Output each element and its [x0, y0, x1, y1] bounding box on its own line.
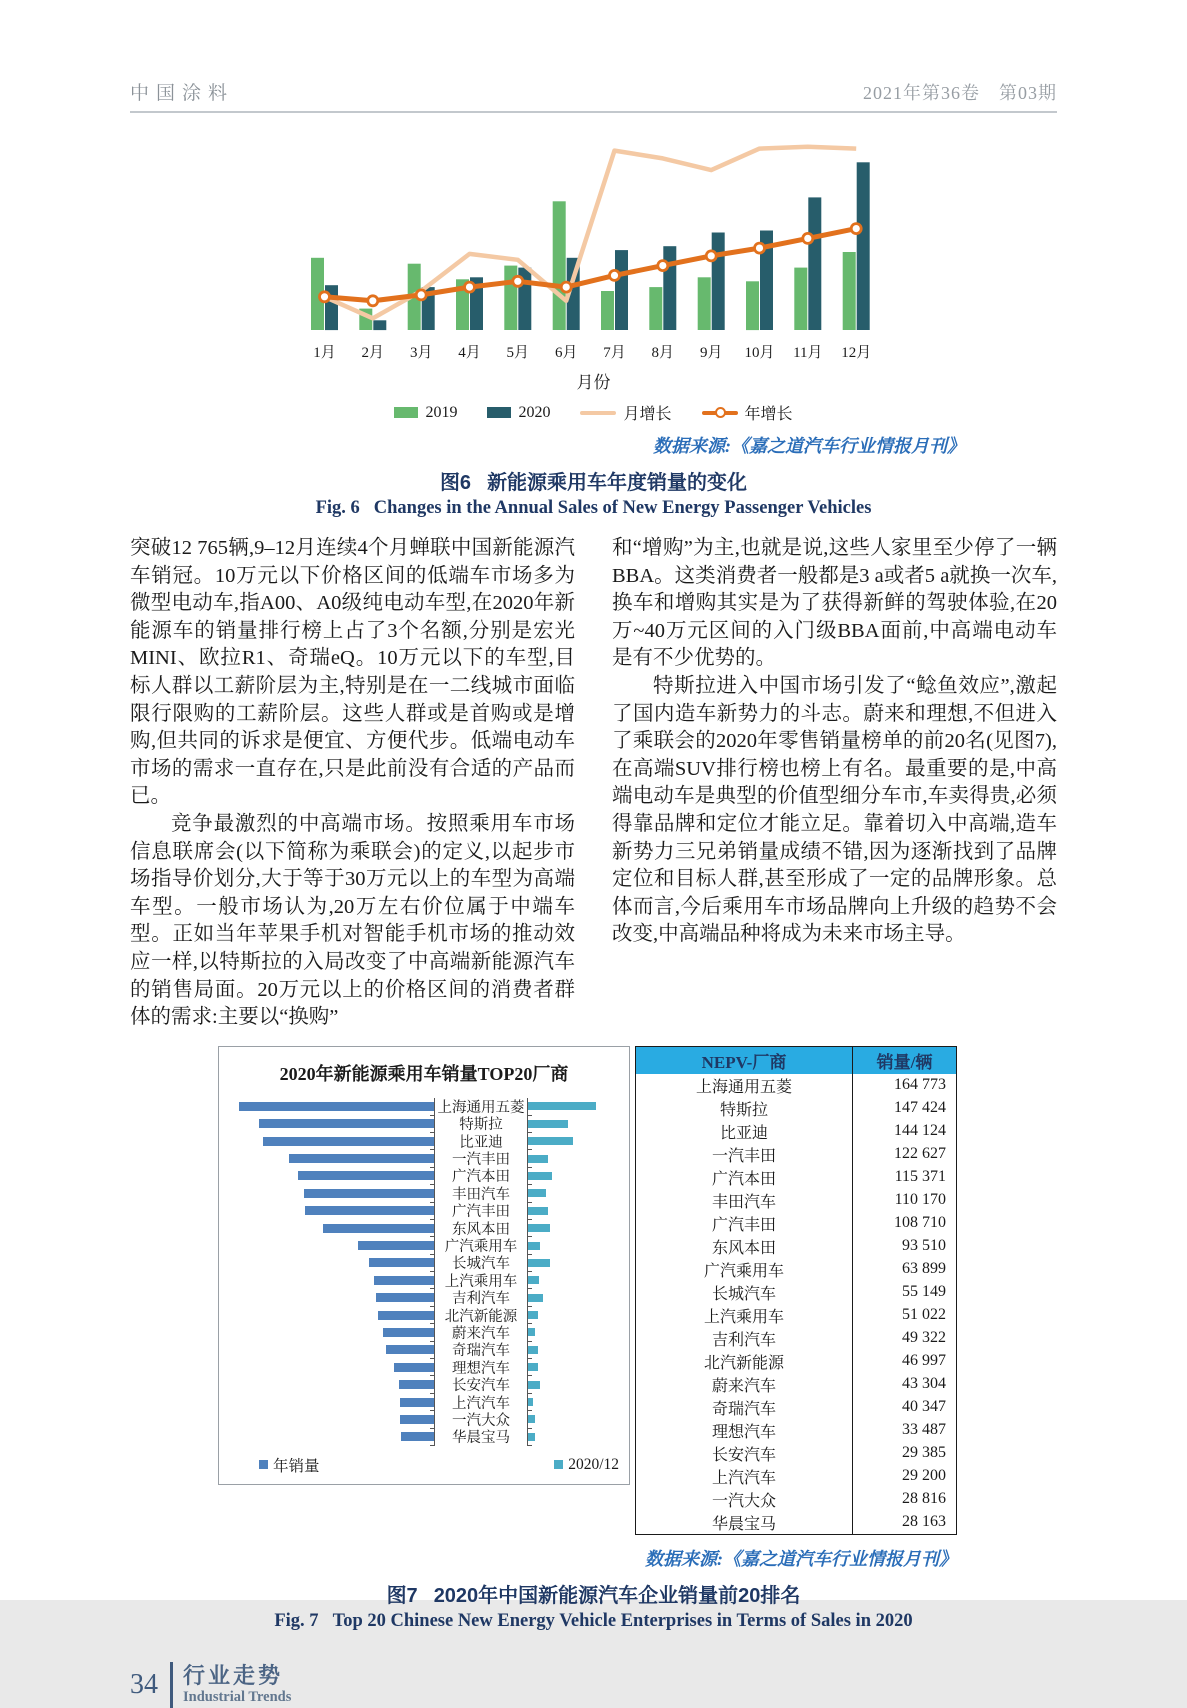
- manufacturer-label: 东风本田: [434, 1219, 528, 1236]
- teal-bar-swatch-icon: [487, 407, 511, 418]
- annual-sales-bar-cell: [219, 1224, 434, 1233]
- manufacturer-label: 长安汽车: [434, 1376, 528, 1393]
- dec-sales-bar: [528, 1224, 550, 1232]
- dec-sales-bar-cell: [528, 1137, 625, 1145]
- sales-cell: 28 163: [902, 1513, 946, 1531]
- manufacturer-cell: 北汽新能源: [636, 1350, 853, 1373]
- figure7-chart-row: [219, 1393, 625, 1410]
- teal-square-swatch-icon: [554, 1460, 563, 1469]
- svg-text:9月: 9月: [699, 345, 722, 361]
- caption-text: 新能源乘用车年度销量的变化: [487, 472, 748, 494]
- table-row: [636, 1235, 957, 1258]
- figure7-caption-en: [130, 1611, 1057, 1632]
- circle-marker-icon: [715, 407, 726, 418]
- manufacturer-label: 比亚迪: [434, 1132, 528, 1149]
- dec-sales-bar: [528, 1328, 535, 1336]
- annual-sales-bar-cell: [219, 1432, 434, 1441]
- table-row: [636, 1488, 957, 1511]
- table-row: [636, 1074, 957, 1097]
- figure7-chart-row: [219, 1428, 625, 1445]
- green-bar-swatch-icon: [394, 407, 418, 418]
- svg-text:1月: 1月: [312, 345, 336, 361]
- figure7-data-source: 数据来源:《嘉之道汽车行业情报月刊》: [645, 1548, 957, 1569]
- table-row: [636, 1304, 957, 1327]
- annual-sales-bar: [400, 1415, 434, 1424]
- annual-sales-bar-cell: [219, 1258, 434, 1267]
- annual-sales-bar: [386, 1345, 434, 1354]
- paragraph: 和“增购”为主,也就是说,这些人家里至少停了一辆BBA。这类消费者一般都是3 a或者5 a就换一次车,换车和增购其实是为了获得新鲜的驾驶体验,在20万~40万元区间的入门级BBA面前,中高端电动车是有不少优势的。: [612, 537, 1057, 670]
- dec-sales-bar: [528, 1398, 533, 1406]
- annual-sales-bar-cell: [219, 1311, 434, 1320]
- sales-cell: 108 710: [894, 1214, 946, 1232]
- legend-item-2019: [394, 404, 457, 422]
- dec-sales-bar-cell: [528, 1102, 625, 1110]
- legend-label: 年增长: [744, 406, 793, 423]
- figure7-chart-row: [219, 1132, 625, 1149]
- sales-cell: 40 347: [902, 1398, 946, 1416]
- manufacturer-label: 奇瑞汽车: [434, 1341, 528, 1358]
- figure6-caption-cn: [130, 466, 1057, 495]
- annual-sales-bar: [374, 1276, 434, 1285]
- figure7-chart-row: [219, 1289, 625, 1306]
- dec-sales-bar-cell: [528, 1433, 625, 1441]
- table-row: [636, 1281, 957, 1304]
- dec-sales-bar: [528, 1120, 568, 1128]
- figure7-chart-row: [219, 1150, 625, 1167]
- manufacturer-cell: 蔚来汽车: [636, 1373, 853, 1396]
- dec-sales-bar-cell: [528, 1207, 625, 1215]
- figure6: [130, 125, 1057, 519]
- dec-sales-bar: [528, 1189, 546, 1197]
- issue-info: 2021年第36卷 第03期: [863, 83, 1057, 103]
- sales-cell: 55 149: [902, 1283, 946, 1301]
- section-title-cn: 行业走势: [183, 1662, 284, 1688]
- sales-cell: 144 124: [894, 1122, 946, 1140]
- manufacturer-label: 一汽大众: [434, 1411, 528, 1428]
- annual-sales-bar: [369, 1258, 434, 1267]
- legend-item-annual-sales: [259, 1454, 320, 1476]
- table-row: [636, 1258, 957, 1281]
- dec-sales-bar-cell: [528, 1276, 625, 1284]
- figure6-data-source: 数据来源:《嘉之道汽车行业情报月刊》: [653, 436, 965, 456]
- annual-sales-bar: [376, 1293, 434, 1302]
- table-row: [636, 1442, 957, 1465]
- table-row: [636, 1396, 957, 1419]
- table-header-row: [636, 1046, 957, 1074]
- dec-sales-bar-cell: [528, 1346, 625, 1354]
- figure7-chart-row: [219, 1359, 625, 1376]
- manufacturer-cell: 华晨宝马: [636, 1511, 853, 1535]
- manufacturer-cell: 奇瑞汽车: [636, 1396, 853, 1419]
- table-row: [636, 1350, 957, 1373]
- manufacturer-label: 上汽汽车: [434, 1393, 528, 1410]
- annual-sales-bar-cell: [219, 1328, 434, 1337]
- figure6-x-axis-label: 月份: [576, 373, 611, 392]
- annual-sales-bar-cell: [219, 1398, 434, 1407]
- dec-sales-bar-cell: [528, 1242, 625, 1250]
- svg-text:7月: 7月: [602, 345, 626, 361]
- body-text: [130, 535, 1057, 1032]
- manufacturer-cell: 长安汽车: [636, 1442, 853, 1465]
- manufacturer-cell: 广汽乘用车: [636, 1258, 853, 1281]
- table-row: [636, 1327, 957, 1350]
- figure7-chart-row: [219, 1341, 625, 1358]
- table-row: [636, 1212, 957, 1235]
- table-row: [636, 1419, 957, 1442]
- dec-sales-bar-cell: [528, 1381, 625, 1389]
- annual-sales-bar: [394, 1363, 434, 1372]
- manufacturer-label: 广汽本田: [434, 1167, 528, 1184]
- page-number: 34: [130, 1668, 158, 1700]
- annual-sales-bar: [323, 1224, 434, 1233]
- figure7-chart-row: [219, 1411, 625, 1428]
- paragraph: 竞争最激烈的中高端市场。按照乘用车市场信息联席会(以下简称为乘联会)的定义,以起步市场指导价划分,大于等于30万元以上的车型为高端车型。一般市场认为,20万左右价位属于中端车型。正如当年苹果手机对智能手机市场的推动效应一样,以特斯拉的入局改变了中高端新能源汽车的销售局面。20万元以上的价格区间的消费者群体的需求:主要以“换购”: [130, 812, 575, 1029]
- table-row: [636, 1097, 957, 1120]
- annual-sales-bar-cell: [219, 1171, 434, 1180]
- manufacturer-cell: 吉利汽车: [636, 1327, 853, 1350]
- dec-sales-bar-cell: [528, 1328, 625, 1336]
- figure6-caption-en: [130, 498, 1057, 519]
- annual-sales-bar-cell: [219, 1345, 434, 1354]
- figure7: [130, 1046, 1057, 1632]
- manufacturer-label: 特斯拉: [434, 1115, 528, 1132]
- annual-sales-bar-cell: [219, 1293, 434, 1302]
- figure7-chart-row: [219, 1167, 625, 1184]
- annual-sales-bar-cell: [219, 1241, 434, 1250]
- manufacturer-label: 广汽丰田: [434, 1202, 528, 1219]
- dec-sales-bar: [528, 1381, 540, 1389]
- table-row: [636, 1120, 957, 1143]
- annual-sales-bar: [383, 1328, 434, 1337]
- footer-section: [183, 1664, 291, 1706]
- dec-sales-bar: [528, 1155, 548, 1163]
- sales-cell: 46 997: [902, 1352, 946, 1370]
- annual-sales-bar: [259, 1119, 434, 1128]
- annual-sales-bar-cell: [219, 1119, 434, 1128]
- table-row: [636, 1143, 957, 1166]
- table-header-manufacturer: NEPV-厂商: [636, 1046, 853, 1074]
- section-title-en: Industrial Trends: [183, 1688, 292, 1705]
- sales-cell: 115 371: [894, 1168, 946, 1186]
- annual-sales-bar: [304, 1189, 434, 1198]
- dec-sales-bar: [528, 1311, 538, 1319]
- dec-sales-bar-cell: [528, 1398, 625, 1406]
- page-header: [130, 78, 1057, 113]
- dec-sales-bar: [528, 1363, 538, 1371]
- svg-text:11月: 11月: [792, 345, 823, 361]
- svg-text:6月: 6月: [554, 345, 577, 361]
- manufacturer-label: 北汽新能源: [434, 1306, 528, 1323]
- dec-sales-bar-cell: [528, 1363, 625, 1371]
- manufacturer-label: 广汽乘用车: [434, 1237, 528, 1254]
- dec-sales-bar-cell: [528, 1120, 625, 1128]
- table-row: [636, 1166, 957, 1189]
- table-row: [636, 1465, 957, 1488]
- svg-text:10月: 10月: [743, 345, 775, 361]
- figure7-tornado-chart: [218, 1046, 630, 1485]
- figure7-chart-legend: [219, 1446, 629, 1478]
- svg-text:2月: 2月: [361, 345, 384, 361]
- annual-sales-bar: [289, 1154, 434, 1163]
- annual-sales-bar-cell: [219, 1363, 434, 1372]
- manufacturer-cell: 特斯拉: [636, 1097, 853, 1120]
- manufacturer-label: 长城汽车: [434, 1254, 528, 1271]
- sales-cell: 28 816: [902, 1490, 946, 1508]
- right-column: [612, 535, 1057, 1032]
- figure7-chart-rows: [219, 1098, 625, 1446]
- orange-line-marker-swatch-icon: [702, 411, 738, 415]
- left-column: [130, 535, 575, 1032]
- legend-item-2020-12: [554, 1456, 619, 1474]
- dec-sales-bar-cell: [528, 1172, 625, 1180]
- figure7-sales-table: [635, 1046, 957, 1535]
- annual-sales-bar-cell: [219, 1276, 434, 1285]
- annual-sales-bar-cell: [219, 1154, 434, 1163]
- annual-sales-bar-cell: [219, 1137, 434, 1146]
- figure7-chart-row: [219, 1115, 625, 1132]
- legend-label: 2019: [425, 403, 458, 421]
- manufacturer-label: 理想汽车: [434, 1359, 528, 1376]
- manufacturer-cell: 一汽丰田: [636, 1143, 853, 1166]
- manufacturer-cell: 理想汽车: [636, 1419, 853, 1442]
- dec-sales-bar: [528, 1259, 550, 1267]
- journal-title: 中国涂料: [130, 83, 235, 104]
- sales-cell: 49 322: [902, 1329, 946, 1347]
- annual-sales-bar: [263, 1137, 434, 1146]
- annual-sales-bar-cell: [219, 1380, 434, 1389]
- sales-cell: 110 170: [894, 1191, 946, 1209]
- table-header-sales: 销量/辆: [853, 1046, 957, 1074]
- dec-sales-bar-cell: [528, 1311, 625, 1319]
- manufacturer-label: 吉利汽车: [434, 1289, 528, 1306]
- caption-text: Top 20 Chinese New Energy Vehicle Enterprises in Terms of Sales in 2020: [332, 1610, 913, 1631]
- figure7-caption-cn: [130, 1579, 1057, 1608]
- sales-cell: 29 200: [902, 1467, 946, 1485]
- legend-label: 2020/12: [568, 1455, 619, 1473]
- annual-sales-bar-cell: [219, 1189, 434, 1198]
- figure7-chart-row: [219, 1254, 625, 1271]
- caption-text: Changes in the Annual Sales of New Energy Passenger Vehicles: [373, 498, 872, 518]
- svg-text:8月: 8月: [651, 345, 674, 361]
- sales-cell: 33 487: [902, 1421, 946, 1439]
- annual-sales-bar: [305, 1206, 434, 1215]
- dec-sales-bar: [528, 1137, 573, 1145]
- manufacturer-cell: 上海通用五菱: [636, 1074, 853, 1097]
- figure7-chart-row: [219, 1306, 625, 1323]
- svg-text:4月: 4月: [457, 345, 481, 361]
- annual-sales-bar: [239, 1102, 434, 1111]
- manufacturer-label: 蔚来汽车: [434, 1324, 528, 1341]
- dec-sales-bar: [528, 1242, 540, 1250]
- dec-sales-bar: [528, 1102, 596, 1110]
- legend-label: 月增长: [623, 406, 672, 423]
- caption-text: 2020年中国新能源汽车企业销量前20排名: [433, 1584, 801, 1607]
- dec-sales-bar: [528, 1207, 548, 1215]
- dec-sales-bar-cell: [528, 1155, 625, 1163]
- dec-sales-bar: [528, 1415, 535, 1423]
- manufacturer-cell: 一汽大众: [636, 1488, 853, 1511]
- caption-label: Fig. 6: [315, 498, 360, 518]
- svg-text:3月: 3月: [409, 345, 432, 361]
- page-footer: [130, 1662, 1057, 1708]
- annual-sales-bar: [401, 1432, 434, 1441]
- annual-sales-bar: [378, 1311, 434, 1320]
- manufacturer-cell: 丰田汽车: [636, 1189, 853, 1212]
- legend-label: 年销量: [273, 1457, 320, 1475]
- dec-sales-bar: [528, 1433, 535, 1441]
- legend-item-monthly-growth: [580, 401, 671, 424]
- dec-sales-bar: [528, 1172, 552, 1180]
- figure7-chart-row: [219, 1324, 625, 1341]
- figure7-chart-row: [219, 1219, 625, 1236]
- paragraph: 突破12 765辆,9–12月连续4个月蝉联中国新能源汽车销冠。10万元以下价格区间的低端车市场多为微型电动车,指A00、A0级纯电动车型,在2020年新能源车的销量排行榜上占了3个名额,分别是宏光MINI、欧拉R1、奇瑞eQ。10万元以下的车型,目标人群以工薪阶层为主,特别是在一二线城市面临限行限购的工薪阶层。这些人群或是首购或是增购,但共同的诉求是便宜、方便代步。低端电动车市场的需求一直存在,只是此前没有合适的产品而已。: [130, 537, 575, 808]
- sales-cell: 51 022: [902, 1306, 946, 1324]
- figure7-chart-row: [219, 1272, 625, 1289]
- annual-sales-bar: [298, 1171, 435, 1180]
- manufacturer-cell: 上汽汽车: [636, 1465, 853, 1488]
- dec-sales-bar-cell: [528, 1189, 625, 1197]
- figure7-chart-row: [219, 1098, 625, 1115]
- table-row: [636, 1511, 957, 1535]
- table-row: [636, 1189, 957, 1212]
- annual-sales-bar-cell: [219, 1206, 434, 1215]
- manufacturer-label: 上海通用五菱: [434, 1098, 528, 1115]
- blue-square-swatch-icon: [259, 1460, 268, 1469]
- sales-cell: 122 627: [894, 1145, 946, 1163]
- manufacturer-cell: 比亚迪: [636, 1120, 853, 1143]
- figure6-combo-chart: [130, 125, 1057, 370]
- dec-sales-bar: [528, 1294, 543, 1302]
- annual-sales-bar-cell: [219, 1415, 434, 1424]
- dec-sales-bar-cell: [528, 1294, 625, 1302]
- legend-item-2020: [487, 404, 550, 422]
- manufacturer-label: 华晨宝马: [434, 1428, 528, 1445]
- caption-label: 图6: [439, 472, 472, 494]
- figure7-chart-row: [219, 1185, 625, 1202]
- figure6-legend: [130, 401, 1057, 424]
- legend-label: 2020: [518, 403, 551, 421]
- figure7-chart-row: [219, 1237, 625, 1254]
- sales-cell: 29 385: [902, 1444, 946, 1462]
- manufacturer-cell: 东风本田: [636, 1235, 853, 1258]
- caption-label: Fig. 7: [274, 1610, 319, 1631]
- legend-item-annual-growth: [702, 401, 793, 424]
- sales-cell: 93 510: [902, 1237, 946, 1255]
- figure7-chart-title: 2020年新能源乘用车销量TOP20厂商: [279, 1063, 569, 1084]
- manufacturer-cell: 长城汽车: [636, 1281, 853, 1304]
- manufacturer-cell: 广汽本田: [636, 1166, 853, 1189]
- manufacturer-cell: 广汽丰田: [636, 1212, 853, 1235]
- svg-text:5月: 5月: [506, 345, 529, 361]
- manufacturer-label: 丰田汽车: [434, 1185, 528, 1202]
- manufacturer-label: 上汽乘用车: [434, 1272, 528, 1289]
- dec-sales-bar: [528, 1276, 539, 1284]
- figure7-chart-row: [219, 1202, 625, 1219]
- caption-label: 图7: [386, 1584, 418, 1607]
- peach-line-swatch-icon: [580, 411, 616, 415]
- annual-sales-bar: [358, 1241, 434, 1250]
- svg-text:12月: 12月: [840, 345, 871, 361]
- annual-sales-bar-cell: [219, 1102, 434, 1111]
- annual-sales-bar: [400, 1398, 435, 1407]
- figure7-content: [218, 1046, 1057, 1535]
- annual-sales-bar: [399, 1380, 434, 1389]
- sales-cell: 147 424: [894, 1099, 946, 1117]
- manufacturer-cell: 上汽乘用车: [636, 1304, 853, 1327]
- dec-sales-bar: [528, 1346, 538, 1354]
- footer-divider: [170, 1662, 173, 1708]
- figure7-chart-row: [219, 1376, 625, 1393]
- paragraph: 特斯拉进入中国市场引发了“鲶鱼效应”,激起了国内造车新势力的斗志。蔚来和理想,不但进入了乘联会的2020年零售销量榜单的前20名(见图7),在高端SUV排行榜也榜上有名。最重要的是,中高端电动车是典型的价值型细分车市,车卖得贵,必须得靠品牌和定位才能立足。靠着切入中高端,造车新势力三兄弟销量成绩不错,因为逐渐找到了品牌定位和目标人群,甚至形成了一定的品牌形象。总体而言,今后乘用车市场品牌向上升级的趋势不会改变,中高端品种将成为未来市场主导。: [612, 674, 1057, 946]
- dec-sales-bar-cell: [528, 1224, 625, 1232]
- sales-cell: 164 773: [894, 1076, 946, 1094]
- manufacturer-label: 一汽丰田: [434, 1150, 528, 1167]
- dec-sales-bar-cell: [528, 1415, 625, 1423]
- table-row: [636, 1373, 957, 1396]
- dec-sales-bar-cell: [528, 1259, 625, 1267]
- sales-cell: 63 899: [902, 1260, 946, 1278]
- sales-cell: 43 304: [902, 1375, 946, 1393]
